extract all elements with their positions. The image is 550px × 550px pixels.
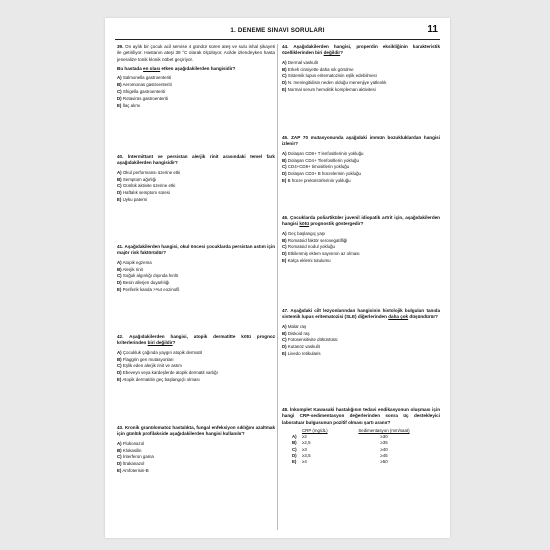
- option-letter: A): [282, 59, 287, 65]
- answer-option[interactable]: [282, 351, 440, 358]
- question-41: [117, 244, 275, 294]
- option-text: Soğuk algınlığı dışında hırıltı: [122, 273, 179, 279]
- sed-value: ≥45: [380, 452, 388, 458]
- options-q46: [282, 231, 440, 266]
- column-divider: [277, 44, 278, 530]
- table-rows: [292, 434, 440, 465]
- option-text: Günlük aktivite üzerine etki: [122, 183, 176, 189]
- answer-option[interactable]: [282, 331, 440, 338]
- option-text: Haftalık semptom süresi: [122, 190, 170, 196]
- option-letter: B): [117, 266, 122, 272]
- option-text: Atopik dermatitin geç başlangıçlı olması: [122, 377, 200, 383]
- answer-option[interactable]: [282, 238, 440, 245]
- option-text: CD4+CD8+ timositlerin yokluğu: [287, 164, 350, 170]
- option-letter: D): [117, 370, 122, 376]
- header-title: 1. DENEME SINAVI SORULARI: [230, 27, 325, 34]
- options-q40: [117, 170, 275, 205]
- page-header: [115, 24, 440, 38]
- option-text: Uyku paterni: [122, 197, 148, 203]
- answer-option[interactable]: [117, 197, 275, 204]
- crp-sedimentation-table: [292, 428, 440, 465]
- answer-option[interactable]: [117, 82, 275, 89]
- page-number: 11: [427, 24, 438, 35]
- option-letter: E): [117, 468, 122, 474]
- option-letter: A): [117, 349, 122, 355]
- option-text: Sistemik lupus eritematozisin eşlik edebilmesi: [287, 73, 377, 79]
- option-text: Livedo retikularis: [287, 351, 321, 357]
- option-letter: A): [117, 169, 122, 175]
- answer-option[interactable]: [117, 287, 275, 294]
- option-letter: D): [292, 452, 297, 458]
- option-text: Dolaşan CD3+ B hücrelerinin yokluğu: [287, 171, 361, 177]
- option-letter: A): [292, 434, 297, 440]
- option-letter: C): [117, 89, 122, 94]
- option-letter: B): [117, 447, 122, 453]
- option-text: B hücre prekürsörlerinin yokluğu: [287, 178, 351, 184]
- answer-option[interactable]: [282, 158, 440, 165]
- option-text: Dolaşan CD4+ Tlenfositlerin yokluğu: [287, 157, 359, 163]
- option-letter: D): [282, 171, 287, 177]
- option-text: Kalça eklemi tutulumu: [287, 258, 331, 264]
- answer-option[interactable]: [117, 75, 275, 82]
- option-text: Flukonazol: [122, 440, 145, 446]
- options-q44: [282, 60, 440, 95]
- option-text: Ebeveyn veya kardeşlerde atopik dermatit varlığı: [122, 370, 218, 376]
- header-rule: [115, 39, 440, 40]
- option-text: Besin allerjen duyarlılığı: [122, 280, 170, 286]
- option-letter: C): [117, 454, 122, 460]
- option-letter: B): [117, 356, 122, 362]
- answer-option[interactable]: [282, 80, 440, 87]
- option-letter: A): [117, 259, 122, 265]
- option-text: Klokasilin: [122, 447, 142, 453]
- answer-option[interactable]: [282, 164, 440, 171]
- option-text: N. meningitidisin neden olduğu menenjiye yatkınlık: [287, 80, 387, 86]
- question-prompt: Bu hastada en olası etken aşağıdakilerden hangisidir?: [117, 65, 236, 71]
- answer-option[interactable]: [117, 267, 275, 274]
- options-q42: [117, 350, 275, 385]
- option-letter: E): [117, 287, 122, 293]
- sed-value: ≥30: [380, 434, 388, 440]
- answer-option[interactable]: [282, 67, 440, 74]
- answer-option[interactable]: [117, 183, 275, 190]
- question-stem: 40. İntermittant ve persistan alerjik rinit arasındaki temel fark aşağıdakilerden hangisidir?: [117, 154, 275, 166]
- option-text: Atopik egzema: [122, 259, 152, 265]
- question-stem: 46. Çocuklarda poliartiküler juvenil idiopatik artrit için, aşağıdakilerden hangisi kötü prognostik göstergedir?: [282, 215, 440, 227]
- answer-option[interactable]: [117, 350, 275, 357]
- option-letter: D): [117, 461, 122, 467]
- answer-option[interactable]: [117, 363, 275, 370]
- option-text: Eşlik eden alerjik rinit ve astım: [122, 363, 182, 369]
- crp-value: ≥2,5: [302, 440, 311, 446]
- answer-option[interactable]: [117, 454, 275, 461]
- option-letter: D): [282, 251, 287, 257]
- option-letter: C): [117, 183, 122, 189]
- question-43: [117, 425, 275, 475]
- option-letter: E): [282, 258, 287, 264]
- option-text: Fotosensitivite döküntüsü: [287, 337, 338, 343]
- option-letter: A): [117, 75, 122, 81]
- option-text: Romatoid faktör seronegatifliği: [287, 237, 348, 243]
- answer-option[interactable]: [282, 60, 440, 67]
- option-letter: A): [282, 323, 287, 329]
- option-letter: A): [117, 440, 122, 446]
- answer-option[interactable]: [282, 244, 440, 251]
- answer-option[interactable]: [282, 251, 440, 258]
- answer-option[interactable]: [117, 280, 275, 287]
- option-text: Dermal vaskulit: [287, 59, 318, 65]
- answer-option[interactable]: [117, 170, 275, 177]
- option-letter: B): [117, 82, 122, 88]
- question-stem: 42. Aşağıdakilerden hangisi, atopik dermatitte kötü prognoz kriterlerinden biri değildir?: [117, 334, 275, 346]
- option-text: Aeromonas gastroenteriti: [122, 82, 172, 88]
- option-letter: E): [282, 178, 287, 184]
- option-letter: E): [117, 102, 122, 108]
- option-letter: C): [282, 73, 287, 79]
- answer-option[interactable]: [117, 96, 275, 103]
- option-text: İlaç alımı: [122, 102, 141, 108]
- option-text: Rotavirüs gastroenteriti: [122, 95, 169, 101]
- option-text: Çocukluk çağında yaygın atopik dermatit: [122, 349, 202, 355]
- answer-option[interactable]: [282, 324, 440, 331]
- answer-option[interactable]: [282, 73, 440, 80]
- option-letter: E): [282, 351, 287, 357]
- answer-option[interactable]: [117, 370, 275, 377]
- option-letter: B): [117, 176, 122, 182]
- answer-option[interactable]: [282, 178, 440, 185]
- exam-page: [105, 18, 450, 538]
- option-letter: B): [282, 66, 287, 72]
- question-45: [282, 135, 440, 185]
- answer-option[interactable]: [282, 344, 440, 351]
- question-39: [117, 44, 275, 110]
- option-letter: C): [282, 164, 287, 170]
- answer-option[interactable]: [117, 190, 275, 197]
- question-47: [282, 308, 440, 358]
- options-q41: [117, 260, 275, 295]
- option-text: Romatoid nodul yokluğu: [287, 244, 335, 250]
- option-text: Salmonella gastroenteriti: [122, 75, 172, 81]
- crp-value: ≥4: [302, 458, 307, 464]
- question-42: [117, 334, 275, 384]
- answer-option[interactable]: [117, 461, 275, 468]
- option-letter: C): [282, 337, 287, 343]
- option-text: Kutanöz vaskulit: [287, 344, 320, 350]
- sed-value: ≥40: [380, 446, 388, 452]
- option-letter: B): [282, 330, 287, 336]
- answer-option[interactable]: [117, 260, 275, 267]
- table-row[interactable]: [292, 459, 440, 465]
- answer-option[interactable]: [282, 337, 440, 344]
- option-letter: B): [282, 237, 287, 243]
- option-letter: C): [292, 446, 297, 452]
- option-letter: B): [292, 440, 297, 446]
- option-text: Malar raş: [287, 323, 307, 329]
- option-text: Alerjik rinit: [122, 266, 143, 272]
- question-stem: 45. ZAP 70 mutasyonunda aşağıdaki immün bozukluklardan hangisi izlenir?: [282, 135, 441, 147]
- crp-value: ≥3: [302, 446, 307, 452]
- table-header-crp: CRP (mg/dL): [302, 427, 328, 433]
- table-header-sed: Sedimentasyon (mm/saat): [358, 427, 410, 433]
- options-q45: [282, 151, 440, 186]
- question-stem: 44. Aşağıdakilerden hangisi, properdin eksikliğinin karakteristik özelliklerinden biri değildir?: [282, 44, 441, 56]
- answer-option[interactable]: [117, 89, 275, 96]
- options-q43: [117, 441, 275, 476]
- answer-option[interactable]: [117, 377, 275, 384]
- option-letter: D): [117, 95, 122, 101]
- option-letter: E): [117, 377, 122, 383]
- answer-option[interactable]: [282, 258, 440, 265]
- question-44: [282, 44, 440, 94]
- answer-option[interactable]: [117, 448, 275, 455]
- option-text: Erkek cinsiyette daha sık görülme: [287, 66, 354, 72]
- option-text: Normal serum hemolitik kompleman aktivitesi: [287, 87, 376, 93]
- option-text: Diskoid raş: [287, 330, 310, 336]
- option-letter: E): [292, 458, 297, 464]
- answer-option[interactable]: [117, 273, 275, 280]
- option-text: Periferik kanda >%4 eozinofil: [122, 287, 180, 293]
- sed-value: ≥35: [380, 440, 388, 446]
- answer-option[interactable]: [117, 357, 275, 364]
- option-text: İtrakanazol: [122, 461, 145, 467]
- crp-value: ≥2: [302, 434, 307, 440]
- question-stem: 43. Kronik granülomatoz hastalıkta, fungal enfeksiyon sıklığını azaltmak için günlük profilakside aşağıdakilerden hangisi kullanılır?: [117, 425, 276, 437]
- question-48: [282, 407, 440, 465]
- question-stem: 48. İnkomplet Kawasaki hastalığının tedavi endikasyonun oluşması için hangi CRP-sedimentasyon değerlerinden sonra üç destekleyici laboratuar bulgusunun pozitif olması şartı aranır?: [282, 407, 440, 425]
- option-letter: C): [117, 363, 122, 369]
- question-stem: 39. On aylık bir çocuk acil servise 4 gündür süren ateş ve sulu ishal şikayeti ile getiriliyor. Hastanın ateşi 39 °C olarak ölçülüyor. Acilde izlendeyken hasta jeneralize tonik klonik nöbet geçiriyor.: [117, 44, 275, 62]
- options-q47: [282, 324, 440, 359]
- option-letter: B): [282, 157, 287, 163]
- option-letter: C): [282, 244, 287, 250]
- answer-option[interactable]: [117, 177, 275, 184]
- answer-option[interactable]: [282, 231, 440, 238]
- option-text: Flaggrin gen mutasyonları: [122, 356, 174, 362]
- option-text: İnterferon gama: [122, 454, 154, 460]
- answer-option[interactable]: [117, 103, 275, 110]
- option-text: Geç başlangıç yaşı: [287, 230, 326, 236]
- question-40: [117, 154, 275, 204]
- answer-option[interactable]: [282, 151, 440, 158]
- option-text: Semptom ağırlığı: [122, 176, 157, 182]
- option-letter: D): [282, 344, 287, 350]
- option-letter: D): [117, 280, 122, 286]
- question-stem: 47. Aşağıdaki cilt lezyonlarından hangisinin histolojik bulguları tanıda sistemik lupus eritematozisi (SLE) diğerlerinden daha çok düşündürür?: [282, 308, 441, 320]
- option-letter: E): [282, 87, 287, 93]
- option-letter: C): [117, 273, 122, 279]
- option-letter: E): [117, 197, 122, 203]
- option-text: Dolaşan CD8+ T lenfositlerinin yokluğu: [287, 150, 364, 156]
- answer-option[interactable]: [117, 441, 275, 448]
- option-letter: D): [282, 80, 287, 86]
- crp-value: ≥3,5: [302, 452, 311, 458]
- option-text: Shigella gastroenteriti: [122, 89, 166, 94]
- sed-value: ≥50: [380, 458, 388, 464]
- option-text: Amfoterisin-B: [122, 468, 149, 474]
- question-stem: 41. Aşağıdakilerden hangisi, okul öncesi çocuklarda persistan astım için majör risk faktörüdür?: [117, 244, 275, 256]
- option-letter: D): [117, 190, 122, 196]
- answer-option[interactable]: [117, 468, 275, 475]
- question-46: [282, 215, 440, 265]
- option-letter: A): [282, 150, 287, 156]
- option-text: Etkilenmiş eklem sayısının az olması: [287, 251, 360, 257]
- options-q39: [117, 75, 275, 110]
- answer-option[interactable]: [282, 171, 440, 178]
- answer-option[interactable]: [282, 87, 440, 94]
- option-text: Okul performansı üzerine etki: [122, 169, 181, 175]
- option-letter: A): [282, 230, 287, 236]
